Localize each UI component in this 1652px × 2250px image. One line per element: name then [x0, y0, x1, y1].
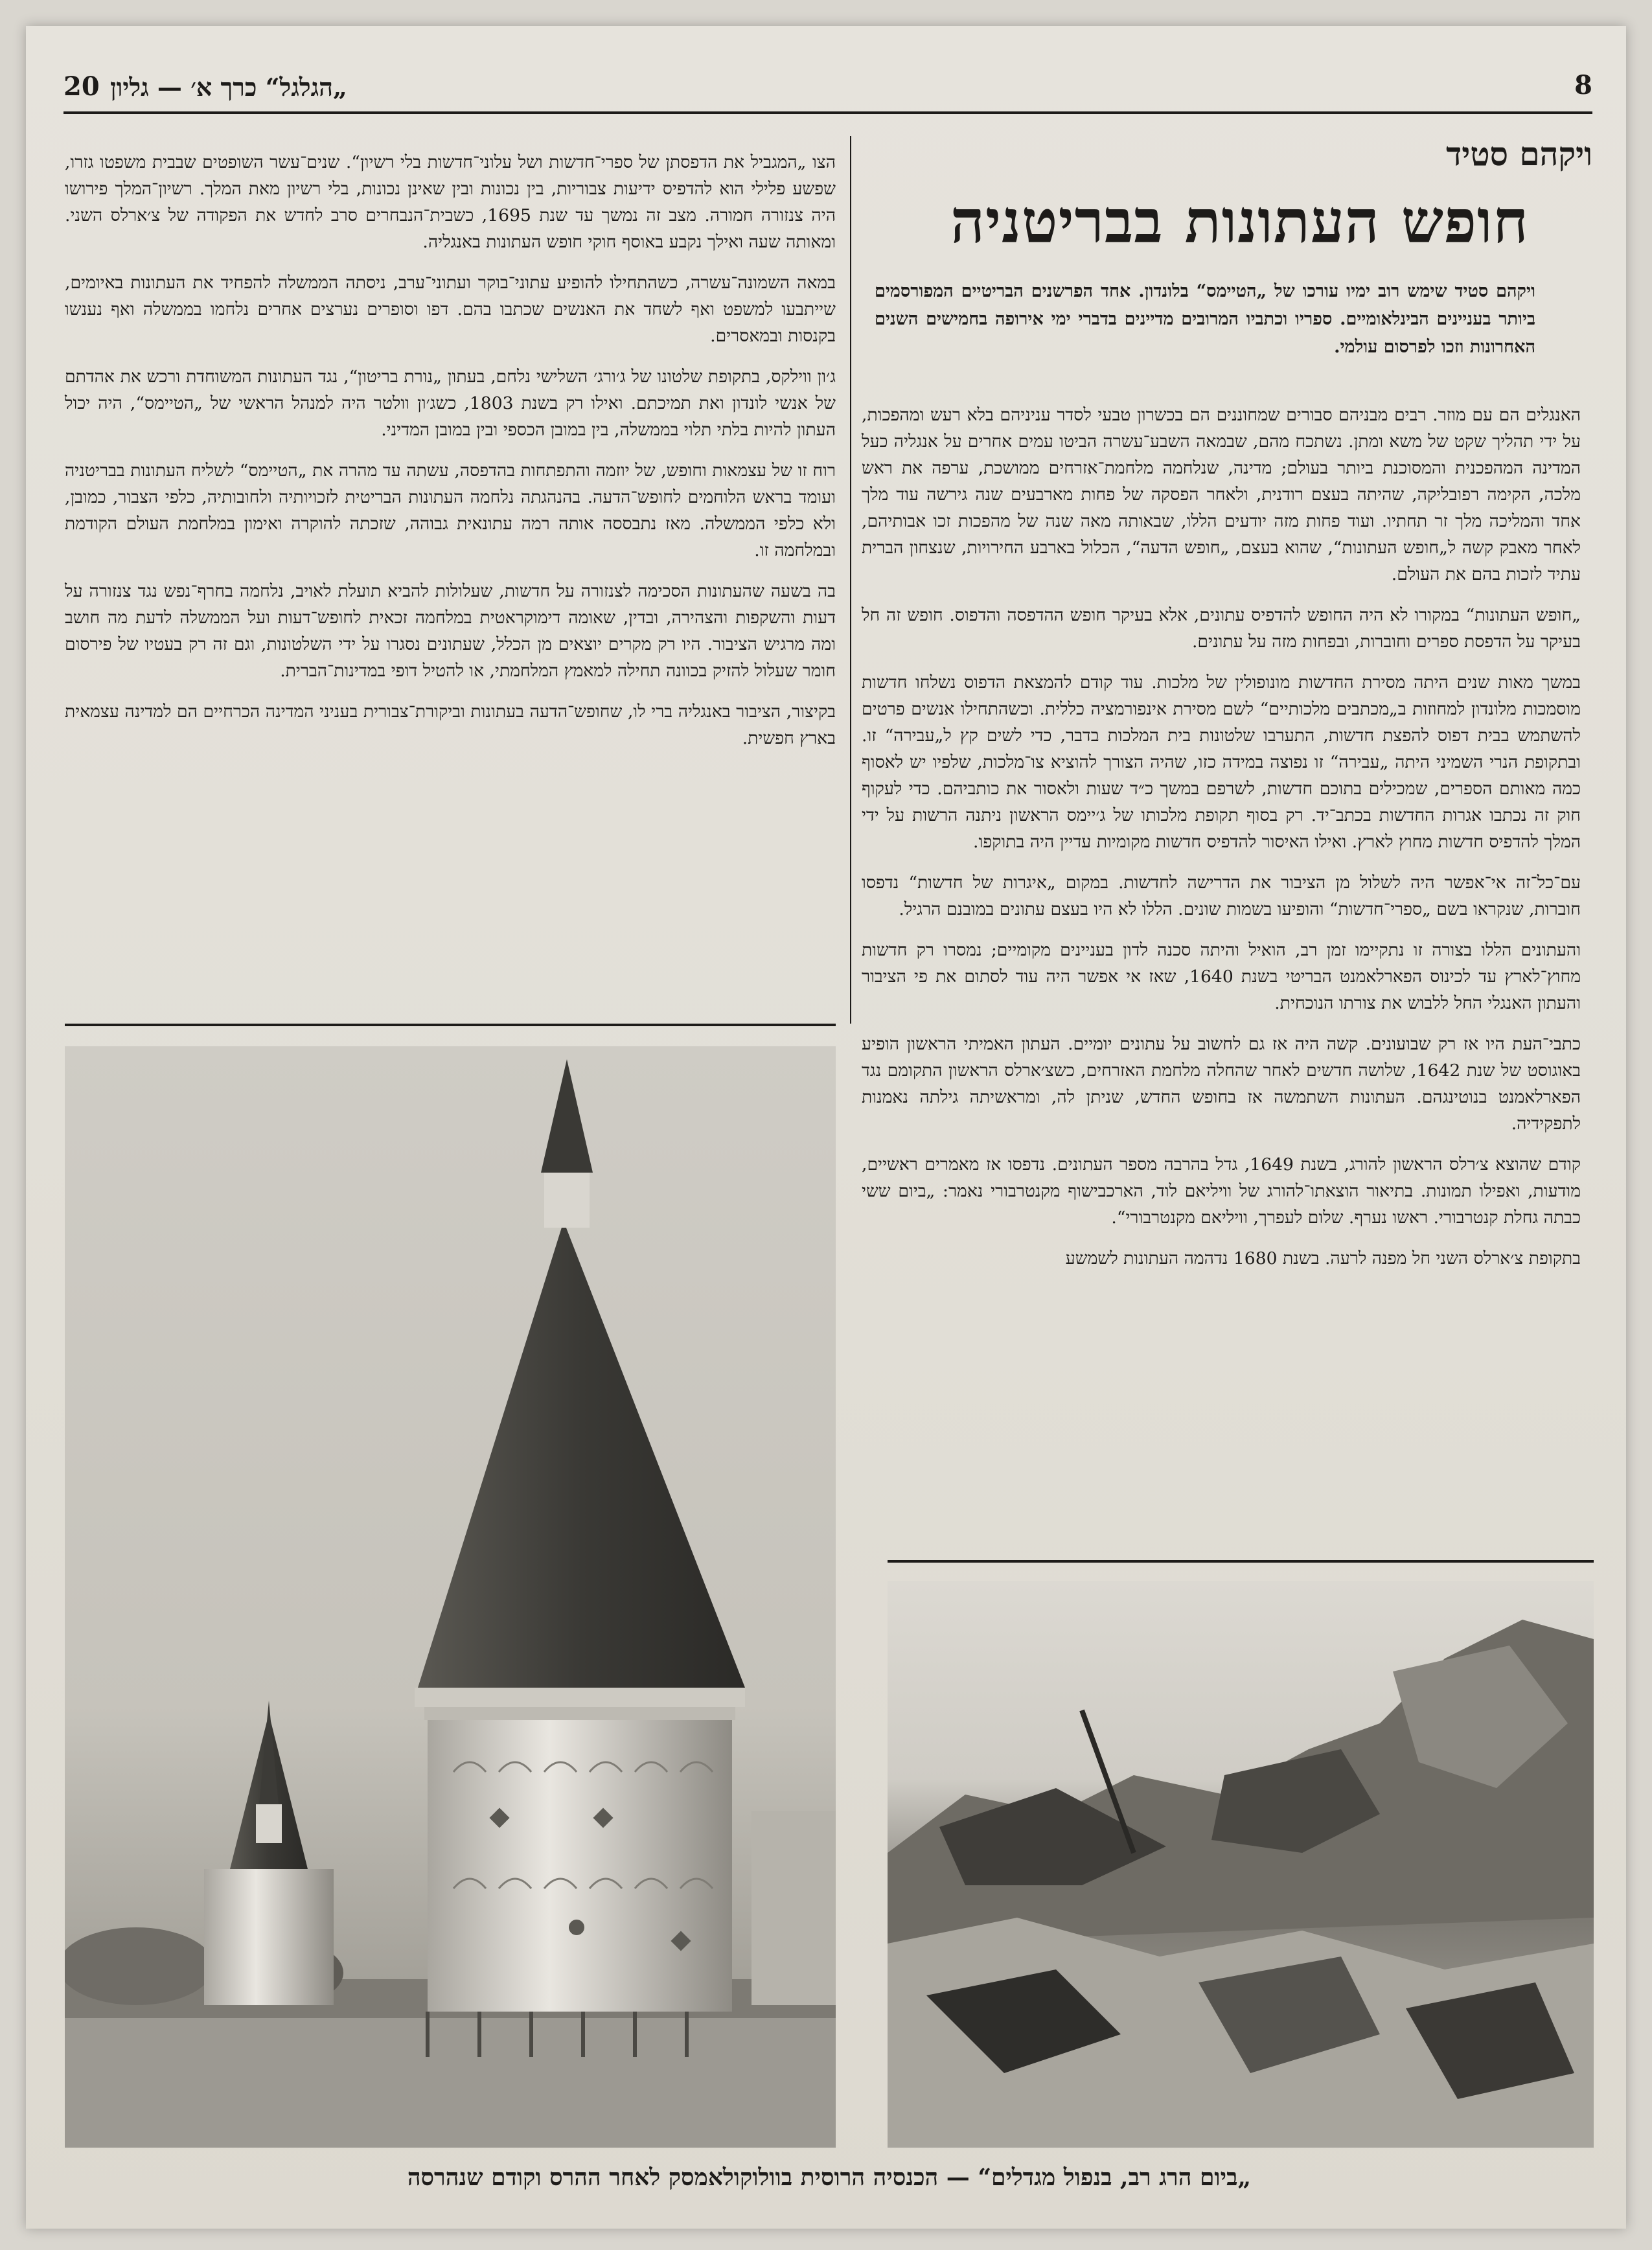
paragraph: במשך מאות שנים היתה מסירת החדשות מונופולין של מלכות. עוד קודם להמצאת הדפוס נשלחו חדשות מוסמכות מלונדון למחוזות ב„מכתבים מלכותיים“ לשם מסירת אינפורמציה כללית. וכשהתחילו אנשים פרטים להשתמש בבית דפוס להפצת חדשות, התערבו שלטונות בית המלכות בדבר, כדי לשים קץ ל„עבירה“ זו. ובתקופת הנרי השמיני היתה „עבירה“ זו נפוצה במידה כזו, שהיה הצורך להוציא צו־מלכות, שלפיו יש לאסוף כמה מאותם הספרים, שמכילים בתוכם חדשות, לשרפם במשך כ״ד שעות ולאסור את כותביהם. כדי לעקוף חוק זה נכתבו אגרות החדשות בכתב־יד. רק בסוף תקופת מלכותו של ג׳יימס הראשון ניתנה הרשות על ידי המלך להדפיס חדשות מחוץ לארץ. ואילו האיסור להדפיס חדשות מקומיות עדיין היה בתוקפו.	[862, 672, 1581, 852]
paragraph: עם־כל־זה אי־אפשר היה לשלול מן הציבור את הדרישה לחדשות. במקום „איגרות של חדשות“ נדפסו חוברות, שנקראו בשם „ספרי־חדשות“ והופיעו בשמות שונים. הללו לא היו בעצם עתונים במובנם הרגיל.	[862, 873, 1581, 919]
photo-caption: „ביום הרג רב, בנפול מגדלים“ — הכנסיה הרוסית בוולוקולאמסק לאחר ההרס וקודם שנהרסה	[407, 2164, 1252, 2191]
paragraph: במאה השמונה־עשרה, כשהתחילו להופיע עתוני־בוקר ועתוני־ערב, ניסתה הממשלה להפחיד את העתונות באיומים, שייתבעו למשפט ואף לשחד את האנשים שכתבו בהם. דפו וסופרים נערצים אחרים נלחמו בממשלה ואף נענשו בקנסות ובמאסרים.	[65, 273, 836, 346]
right-column	[862, 402, 1581, 1286]
running-title: „הגלגל“ כרך א׳ — גליון	[110, 73, 347, 102]
article-author: ויקהם סטיד	[1446, 135, 1592, 173]
paragraph: ג׳ון ווילקס, בתקופת שלטונו של ג׳ורג׳ השלישי נלחם, בעתון „נורת בריטון“, נגד העתונות המשוחדת ורכש את אהדתם של אנשי לונדון ואת תמיכתם. ואילו רק בשנת 1803, כשג׳ון וולטר היה למנהל הראשי של „הטיימס“, היה יכול העתון להיות בלתי תלוי בממשלה, בין במובן הכספי ובין במובן המדיני.	[65, 367, 836, 440]
left-photo-rule	[65, 1024, 836, 1026]
left-column	[65, 149, 836, 766]
newspaper-page	[26, 26, 1626, 2229]
page-number-left: 20	[63, 71, 100, 102]
paragraph: כתבי־העת היו אז רק שבועונים. קשה היה אז גם לחשוב על עתונים יומיים. העתון האמיתי הראשון הופיע באוגוסט של שנת 1642, שלושה חדשים לאחר שהחלה מלחמת האזרחים, כשצ׳ארלס הראשון התקומם נגד הפארלאמנט בנוטינגהם. העתונות השתמשה אז בחופש החדש, שניתן לה, ומראשיתה גילתה נאמנות לתפקידיה.	[862, 1034, 1581, 1134]
towers-photo	[65, 1046, 836, 2148]
paragraph: והעתונים הללו בצורה זו נתקיימו זמן רב, הואיל והיתה סכנה לדון בעניינים מקומיים; נמסרו רק חדשות מחוץ־לארץ עד לכינוס הפארלאמנט הבריטי בשנת 1640, שאז אי אפשר היה עוד לסתום את פי הציבור והעתון האנגלי החל ללבוש את צורתו הנוכחית.	[862, 940, 1581, 1013]
column-divider	[850, 136, 851, 1024]
towers-illustration	[65, 1046, 836, 2148]
paragraph: בתקופת צ׳ארלס השני חל מפנה לרעה. בשנת 1680 נדהמה העתונות לשמשע	[1065, 1248, 1581, 1268]
article-title: חופש העתונות בבריטניה	[950, 187, 1529, 257]
paragraph: קודם שהוצא צ׳רלס הראשון להורג, בשנת 1649, גדל בהרבה מספר העתונים. נדפסו אז מאמרים ראשיים, מודעות, ואפילו תמונות. בתיאור הוצאתו־להורג של וויליאם לוד, הארכבישוף מקנטרבורי נאמר: „ביום ששי כבתה גחלת קנטרבורי. ראשו נערף. שלום לעפרך, וויליאם מקנטרבורי“.	[862, 1154, 1581, 1228]
paragraph: הצו „המגביל את הדפסתן של ספרי־חדשות ושל עלוני־חדשות בלי רשיון“. שנים־עשר השופטים שבבית משפטו גזרו, שפשע פלילי הוא להדפיס ידיעות צבוריות, בין נכונות ובין שאינן נכונות, בלי רשיון מאת המלך. רשיון־המלך פירושו היה צנזורה חמורה. מצב זה נמשך עד שנת 1695, כשבית־הנבחרים סרב לחדש את הפקודה של צ׳ארלס השני. ומאותה שעה ואילך נקבע באוסף חוקי חופש העתונות באנגליה.	[65, 152, 836, 252]
page-number-right: 8	[1574, 70, 1592, 100]
paragraph: רוח זו של עצמאות וחופש, של יוזמה והתפתחות בהדפסה, עשתה עד מהרה את „הטיימס“ לשליח העתונות בבריטניה ועומד בראש הלוחמים לחופש־הדעה. בהנהגתה נלחמה העתונות הבריטית לזכויותיה ולחובותיה, כלפי הצבור, כמובן, ולא כלפי הממשלה. מאז נתבססה אותה רמה עתונאית גבוהה, שזכתה להוקרה ואימון במלחמת העולם הקודמת ובמלחמה זו.	[65, 461, 836, 560]
paragraph: בה בשעה שהעתונות הסכימה לצנזורה על חדשות, שעלולות להביא תועלת לאויב, נלחמה בחרף־נפש נגד צנזורה על דעות והשקפות והצהירה, ובדין, שאומה דימוקראטית במלחמה זכאית לחופש־דעות ועל הממשלה לדעת מה חושב ומה מרגיש הציבור. היו רק מקרים יוצאים מן הכלל, שעתונים נסגרו על ידי השלטונות, וגם זה רק בעטיו של פירסום חומר שעלול להזיק בכוונה תחילה למאמץ המלחמתי, או להטיל דופי במדינות־הברית.	[65, 581, 836, 681]
article-lead: ויקהם סטיד שימש רוב ימיו עורכו של „הטיימס“ בלונדון. אחד הפרשנים הבריטיים המפורסמים ביותר בעניינים הבינלאומיים. ספריו וכתביו המרובים מדיינים בדברי ימי אירופה בחמישים השנים האחרונות וזכו לפרסום עולמי.	[875, 281, 1535, 357]
paragraph: „חופש העתונות“ במקורו לא היה החופש להדפיס עתונים, אלא בעיקר חופש ההדפסה והדפוס. חופש זה חל בעיקר על הדפסת ספרים וחוברות, ובפחות מזה על עתונים.	[862, 605, 1581, 652]
ruins-photo	[888, 1581, 1594, 2148]
header-rule	[63, 111, 1592, 114]
right-photo-rule	[888, 1560, 1594, 1563]
paragraph: בקיצור, הציבור באנגליה ברי לו, שחופש־הדעה בעתונות וביקורת־צבורית בעניני המדינה הכרחיים הם למדינה עצמאית בארץ חפשית.	[65, 702, 836, 748]
paragraph: האנגלים הם עם מוזר. רבים מבניהם סבורים שמחוננים הם בכשרון טבעי לסדר עניניהם בלא רעש ומהפכות, על ידי תהליך שקט של משא ומתן. נשתכח מהם, שבמאה השבע־עשרה הביטו עמים אחרים על אנגליה כעל המדינה המהפכנית והמסוכנת ביותר בעולם; מדינה, שנלחמה מלחמת־אזרחים ממושכת, ערפה את ראש מלכה, הקימה רפובליקה, שהיתה בעצם רודנית, ולאחר הפסקה של פחות מארבעים שנה גירשה עוד מלך אחד והמליכה מלך זר תחתיו. ועוד פחות מזה יודעים הללו, שבאותה מאה שנה של מהפכות זכו אבותיהם, לאחר מאבק קשה ל„חופש העתונות“, שהוא בעצם, „חופש הדעה“, הכלול בארבע החירויות, שנצחון הברית עתיד לזכות בהם את העולם.	[862, 405, 1581, 584]
ruins-illustration	[888, 1581, 1594, 2148]
